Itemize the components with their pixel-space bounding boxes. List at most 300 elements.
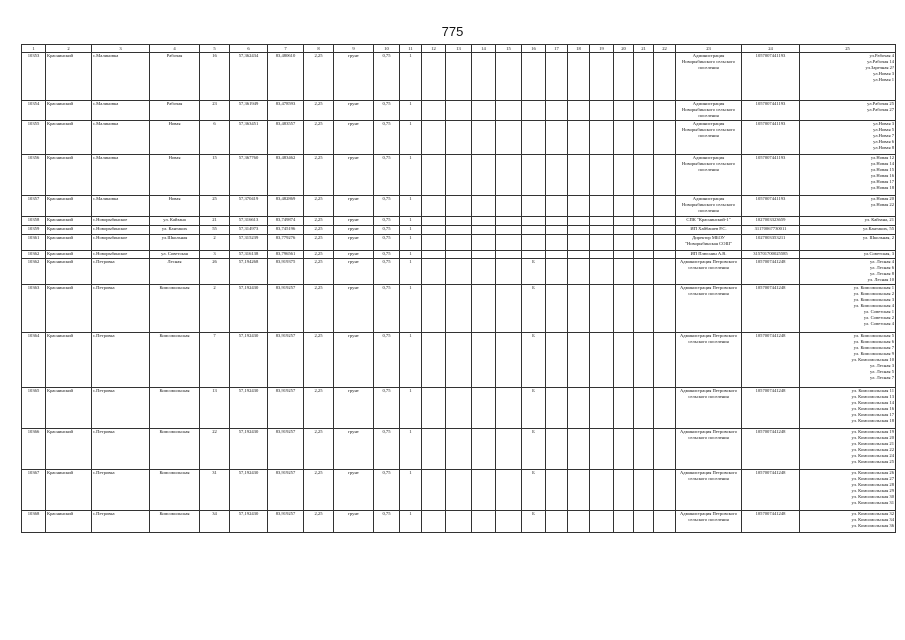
cell-col-11: 1 (400, 101, 422, 121)
empty-cell (590, 226, 614, 235)
registry-table (21, 44, 896, 533)
empty-cell (446, 429, 472, 470)
cell-col-16: Б (522, 470, 546, 511)
cell-col-9: грунт (334, 226, 374, 235)
empty-cell (634, 429, 654, 470)
empty-cell (546, 429, 568, 470)
address-line: ул. Советская 2 (863, 315, 894, 320)
empty-cell (422, 101, 446, 121)
cell-col-8: 2,25 (304, 196, 334, 217)
empty-cell (654, 333, 676, 388)
empty-cell (496, 53, 522, 101)
address-line: ул. Советская 1 (863, 309, 894, 314)
cell-col-10: 0,75 (374, 101, 400, 121)
cell-col-3: с.Новорыбинское (92, 217, 150, 226)
empty-cell (422, 470, 446, 511)
cell-col-6: 57,192430 (230, 333, 268, 388)
cell-col-11: 1 (400, 196, 422, 217)
cell-col-3: с.Малиновка (92, 155, 150, 196)
empty-cell (614, 226, 634, 235)
cell-col-7: 83,482869 (268, 196, 304, 217)
empty-cell (472, 470, 496, 511)
cell-col-8: 2,25 (304, 155, 334, 196)
empty-cell (472, 235, 496, 251)
cell-col-6: 57,370419 (230, 196, 268, 217)
cell-col-11: 1 (400, 285, 422, 333)
cell-col-3: с.Петровка (92, 470, 150, 511)
cell-col-25 (800, 511, 896, 533)
address-line: ул. Лесная 10 (867, 277, 894, 282)
empty-cell (472, 217, 496, 226)
cell-col-8: 2,25 (304, 388, 334, 429)
cell-col-8: 2,25 (304, 121, 334, 155)
cell-col-16 (522, 121, 546, 155)
empty-cell (496, 470, 522, 511)
column-header: 22 (654, 45, 676, 53)
cell-col-2: Краснинский (46, 251, 92, 259)
address-line: ул. Комсомольская 22 (851, 447, 894, 452)
cell-col-6: 57,192430 (230, 511, 268, 533)
empty-cell (496, 217, 522, 226)
cell-col-7: 83,919257 (268, 285, 304, 333)
cell-col-7: 83,483557 (268, 121, 304, 155)
cell-col-2: Краснинский (46, 53, 92, 101)
cell-col-10: 0,75 (374, 235, 400, 251)
empty-cell (472, 285, 496, 333)
empty-cell (634, 235, 654, 251)
cell-col-5: 34 (200, 511, 230, 533)
empty-cell (634, 511, 654, 533)
empty-cell (568, 251, 590, 259)
cell-col-9: грунт (334, 251, 374, 259)
cell-col-5: 2 (200, 235, 230, 251)
empty-cell (472, 121, 496, 155)
empty-cell (496, 251, 522, 259)
cell-col-23: Администрация Петровского сельского поселения (676, 333, 742, 388)
cell-col-11: 1 (400, 217, 422, 226)
cell-col-16 (522, 155, 546, 196)
cell-col-7: 83,919257 (268, 333, 304, 388)
cell-col-3: с.Петровка (92, 259, 150, 285)
cell-col-7: 83,919257 (268, 511, 304, 533)
cell-col-25 (800, 101, 896, 121)
cell-col-23: СПК "Краснинский-1" (676, 217, 742, 226)
empty-cell (546, 511, 568, 533)
cell-col-10: 0,75 (374, 470, 400, 511)
empty-cell (614, 155, 634, 196)
empty-cell (654, 259, 676, 285)
cell-col-9: грунт (334, 53, 374, 101)
cell-col-25 (800, 388, 896, 429)
address-line: ул.Новая 1 (873, 77, 894, 82)
table-row (22, 285, 896, 333)
cell-col-1: 10357 (22, 196, 46, 217)
cell-col-11: 1 (400, 259, 422, 285)
empty-cell (422, 121, 446, 155)
cell-col-5: 31 (200, 470, 230, 511)
cell-col-23: Администрация Петровского сельского поселения (676, 388, 742, 429)
cell-col-1: 10355 (22, 121, 46, 155)
address-line: ул.Кантаких, 55 (862, 226, 894, 231)
cell-col-16 (522, 53, 546, 101)
cell-col-3: с.Новорыбинское (92, 235, 150, 251)
cell-col-25 (800, 235, 896, 251)
cell-col-2: Краснинский (46, 226, 92, 235)
empty-cell (634, 217, 654, 226)
empty-cell (590, 333, 614, 388)
empty-cell (654, 251, 676, 259)
cell-col-9: грунт (334, 259, 374, 285)
empty-cell (422, 333, 446, 388)
cell-col-25 (800, 155, 896, 196)
empty-cell (472, 511, 496, 533)
empty-cell (590, 217, 614, 226)
cell-col-24: 1057007441248 (742, 285, 800, 333)
cell-col-8: 2,25 (304, 470, 334, 511)
table-row (22, 251, 896, 259)
empty-cell (422, 259, 446, 285)
cell-col-5: 26 (200, 259, 230, 285)
table-row (22, 470, 896, 511)
table-row (22, 429, 896, 470)
cell-col-24: 31170067730011 (742, 226, 800, 235)
table-row (22, 53, 896, 101)
address-line: ул. Комсомольская 2 (853, 291, 894, 296)
address-line: ул.Новая 8 (873, 145, 894, 150)
cell-col-7: 83,745196 (268, 226, 304, 235)
cell-col-1: 10353 (22, 53, 46, 101)
address-line: ул. Комсомольская 28 (851, 482, 894, 487)
cell-col-2: Краснинский (46, 388, 92, 429)
empty-cell (546, 196, 568, 217)
cell-col-4: ул.Школьная (150, 235, 200, 251)
address-line: ул.Советская, 3 (863, 251, 894, 256)
cell-col-11: 1 (400, 251, 422, 259)
empty-cell (654, 470, 676, 511)
empty-cell (446, 251, 472, 259)
empty-cell (422, 53, 446, 101)
cell-col-23: Администрация Петровского сельского поселения (676, 429, 742, 470)
empty-cell (568, 333, 590, 388)
address-line: ул.Новая 20 (870, 196, 894, 201)
cell-col-8: 2,25 (304, 259, 334, 285)
cell-col-3: с.Малиновка (92, 101, 150, 121)
cell-col-25 (800, 259, 896, 285)
address-line: ул. Советская 4 (863, 321, 894, 326)
cell-col-23: Администрация Новорыбинского сельского поселения (676, 155, 742, 196)
column-header: 1 (22, 45, 46, 53)
empty-cell (496, 155, 522, 196)
cell-col-5: 6 (200, 121, 230, 155)
cell-col-5: 13 (200, 388, 230, 429)
address-line: ул.Новая 12 (870, 155, 894, 160)
column-header: 17 (546, 45, 568, 53)
column-header: 7 (268, 45, 304, 53)
column-header: 13 (446, 45, 472, 53)
empty-cell (654, 235, 676, 251)
empty-cell (496, 388, 522, 429)
address-line: ул.Рабочая 25 (867, 101, 894, 106)
cell-col-2: Краснинский (46, 155, 92, 196)
cell-col-9: грунт (334, 333, 374, 388)
empty-cell (634, 388, 654, 429)
cell-col-1: 10363 (22, 285, 46, 333)
empty-cell (472, 429, 496, 470)
empty-cell (614, 196, 634, 217)
empty-cell (546, 470, 568, 511)
column-header: 19 (590, 45, 614, 53)
empty-cell (634, 226, 654, 235)
empty-cell (654, 429, 676, 470)
empty-cell (472, 251, 496, 259)
empty-cell (654, 388, 676, 429)
cell-col-2: Краснинский (46, 101, 92, 121)
address-line: ул.Новая 17 (870, 179, 894, 184)
cell-col-11: 1 (400, 333, 422, 388)
empty-cell (590, 155, 614, 196)
cell-col-25 (800, 429, 896, 470)
empty-cell (472, 259, 496, 285)
empty-cell (472, 101, 496, 121)
table-row (22, 511, 896, 533)
cell-col-5: 22 (200, 429, 230, 470)
empty-cell (546, 155, 568, 196)
column-header: 25 (800, 45, 896, 53)
empty-cell (614, 429, 634, 470)
empty-cell (422, 226, 446, 235)
empty-cell (654, 53, 676, 101)
cell-col-1: 10361 (22, 235, 46, 251)
empty-cell (614, 235, 634, 251)
empty-cell (654, 226, 676, 235)
address-line: ул. Комсомольская 30 (851, 494, 894, 499)
cell-col-2: Краснинский (46, 511, 92, 533)
cell-col-8: 2,25 (304, 333, 334, 388)
table-row (22, 235, 896, 251)
address-line: ул. Кайзана, 21 (864, 217, 894, 222)
empty-cell (614, 511, 634, 533)
table-row (22, 388, 896, 429)
cell-col-6: 57,314973 (230, 226, 268, 235)
cell-col-11: 1 (400, 226, 422, 235)
empty-cell (546, 217, 568, 226)
column-header: 3 (92, 45, 150, 53)
cell-col-23: Администрация Новорыбинского сельского поселения (676, 101, 742, 121)
address-line: ул. Школьная, 2 (862, 235, 894, 240)
empty-cell (546, 53, 568, 101)
cell-col-23: Администрация Петровского сельского поселения (676, 285, 742, 333)
empty-cell (446, 470, 472, 511)
address-line: ул. Лесная 8 (869, 271, 894, 276)
cell-col-23: Администрация Новорыбинского сельского поселения (676, 53, 742, 101)
empty-cell (634, 285, 654, 333)
empty-cell (496, 333, 522, 388)
empty-cell (568, 259, 590, 285)
empty-cell (446, 53, 472, 101)
cell-col-6: 57,316138 (230, 251, 268, 259)
cell-col-7: 83,919375 (268, 259, 304, 285)
empty-cell (654, 121, 676, 155)
cell-col-7: 83,796561 (268, 251, 304, 259)
cell-col-2: Краснинский (46, 121, 92, 155)
empty-cell (590, 511, 614, 533)
empty-cell (546, 259, 568, 285)
empty-cell (568, 121, 590, 155)
address-line: ул. Комсомольская 9 (853, 351, 894, 356)
address-line: ул. Комсомольская 13 (851, 394, 894, 399)
empty-cell (446, 196, 472, 217)
cell-col-16 (522, 217, 546, 226)
address-line: ул. Комсомольская 5 (853, 333, 894, 338)
cell-col-16 (522, 235, 546, 251)
cell-col-24: 1057007441193 (742, 155, 800, 196)
column-header: 10 (374, 45, 400, 53)
cell-col-7: 83,779276 (268, 235, 304, 251)
cell-col-2: Краснинский (46, 470, 92, 511)
cell-col-1: 10365 (22, 388, 46, 429)
empty-cell (422, 511, 446, 533)
cell-col-4: Лесная (150, 259, 200, 285)
empty-cell (590, 285, 614, 333)
column-header: 12 (422, 45, 446, 53)
empty-cell (634, 259, 654, 285)
address-line: ул.Новая 7 (873, 133, 894, 138)
cell-col-24: 1057007441193 (742, 101, 800, 121)
cell-col-2: Краснинский (46, 217, 92, 226)
empty-cell (496, 121, 522, 155)
cell-col-6: 57,192430 (230, 388, 268, 429)
empty-cell (546, 333, 568, 388)
cell-col-3: с.Малиновка (92, 121, 150, 155)
cell-col-6: 57,361949 (230, 101, 268, 121)
cell-col-10: 0,75 (374, 429, 400, 470)
cell-col-5: 15 (200, 155, 230, 196)
cell-col-25 (800, 217, 896, 226)
cell-col-3: с.Петровка (92, 388, 150, 429)
cell-col-23: ИП Хайбашев Р.С. (676, 226, 742, 235)
cell-col-2: Краснинский (46, 196, 92, 217)
cell-col-24: 1057007441248 (742, 259, 800, 285)
cell-col-1: 10364 (22, 333, 46, 388)
cell-col-1: 10354 (22, 101, 46, 121)
cell-col-3: с.Петровка (92, 511, 150, 533)
cell-col-25 (800, 121, 896, 155)
table-row (22, 217, 896, 226)
column-header: 24 (742, 45, 800, 53)
cell-col-9: грунт (334, 121, 374, 155)
table-row (22, 333, 896, 388)
address-line: ул.Новая 5 (873, 127, 894, 132)
cell-col-25 (800, 251, 896, 259)
cell-col-3: с.Малиновка (92, 53, 150, 101)
column-header: 14 (472, 45, 496, 53)
empty-cell (568, 226, 590, 235)
cell-col-4: Комсомольская (150, 285, 200, 333)
cell-col-4: Рабочая (150, 101, 200, 121)
empty-cell (590, 196, 614, 217)
cell-col-25 (800, 53, 896, 101)
empty-cell (590, 259, 614, 285)
address-line: ул. Комсомольская 4 (853, 303, 894, 308)
cell-col-16 (522, 101, 546, 121)
cell-col-11: 1 (400, 121, 422, 155)
cell-col-2: Краснинский (46, 235, 92, 251)
address-line: ул. Комсомольская 17 (851, 412, 894, 417)
cell-col-25 (800, 470, 896, 511)
address-line: ул. Лесная 6 (869, 265, 894, 270)
cell-col-16: Б (522, 285, 546, 333)
cell-col-2: Краснинский (46, 333, 92, 388)
column-header: 6 (230, 45, 268, 53)
empty-cell (634, 53, 654, 101)
cell-col-5: 3 (200, 251, 230, 259)
cell-col-6: 57,367760 (230, 155, 268, 196)
address-line: ул. Комсомольская 21 (851, 441, 894, 446)
cell-col-5: 2 (200, 285, 230, 333)
cell-col-11: 1 (400, 429, 422, 470)
cell-col-4: Новая (150, 155, 200, 196)
cell-col-9: грунт (334, 101, 374, 121)
address-line: ул. Комсомольская 24 (851, 453, 894, 458)
address-line: ул.Новая 18 (870, 185, 894, 190)
empty-cell (472, 388, 496, 429)
empty-cell (654, 285, 676, 333)
empty-cell (446, 388, 472, 429)
cell-col-5: 25 (200, 196, 230, 217)
cell-col-4: ул. Кайзана (150, 217, 200, 226)
cell-col-8: 2,25 (304, 53, 334, 101)
cell-col-10: 0,75 (374, 121, 400, 155)
empty-cell (546, 121, 568, 155)
cell-col-6: 57,192430 (230, 285, 268, 333)
empty-cell (568, 388, 590, 429)
cell-col-23: Директор МБОУ "Новорыбинская СОШ" (676, 235, 742, 251)
empty-cell (446, 121, 472, 155)
cell-col-10: 0,75 (374, 511, 400, 533)
cell-col-25 (800, 285, 896, 333)
empty-cell (590, 101, 614, 121)
address-line: ул.Заречная 2? (865, 65, 894, 70)
cell-col-4: Новая (150, 121, 200, 155)
cell-col-16 (522, 251, 546, 259)
cell-col-24: 1027003353211 (742, 235, 800, 251)
cell-col-1: 10358 (22, 217, 46, 226)
cell-col-24: 315701700025585 (742, 251, 800, 259)
cell-col-7: 83,480610 (268, 53, 304, 101)
empty-cell (446, 259, 472, 285)
cell-col-5: 21 (200, 217, 230, 226)
empty-cell (496, 101, 522, 121)
empty-cell (568, 235, 590, 251)
address-line: ул. Лесная 7 (869, 375, 894, 380)
empty-cell (590, 53, 614, 101)
cell-col-24: 1027003323659 (742, 217, 800, 226)
empty-cell (614, 333, 634, 388)
empty-cell (496, 196, 522, 217)
column-header: 5 (200, 45, 230, 53)
cell-col-9: грунт (334, 388, 374, 429)
cell-col-24: 1057007441193 (742, 196, 800, 217)
cell-col-10: 0,75 (374, 285, 400, 333)
cell-col-4: Комсомольская (150, 511, 200, 533)
cell-col-4: Комсомольская (150, 333, 200, 388)
column-header: 11 (400, 45, 422, 53)
address-line: ул. Комсомольская 7 (853, 345, 894, 350)
empty-cell (496, 429, 522, 470)
empty-cell (590, 429, 614, 470)
empty-cell (546, 388, 568, 429)
cell-col-24: 1057007441193 (742, 53, 800, 101)
